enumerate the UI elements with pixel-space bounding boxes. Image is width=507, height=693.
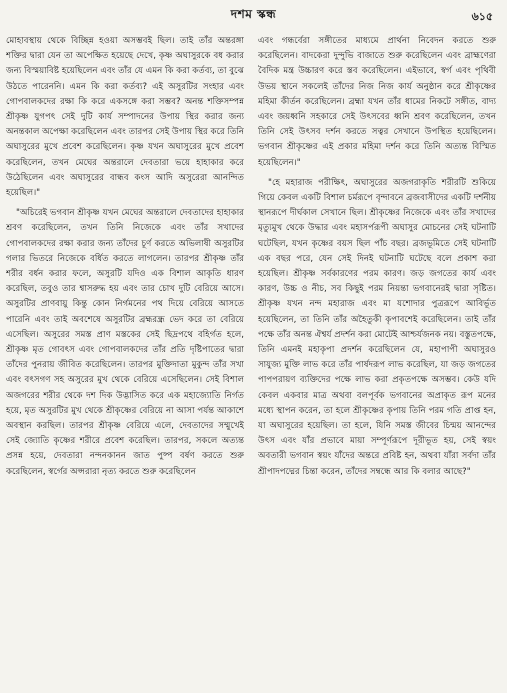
- chapter-title: দশম স্কন্ধ: [230, 7, 277, 21]
- left-column: [6, 34, 244, 686]
- right-column: [258, 34, 496, 686]
- left-paragraph-2: "অচিরেই ভগবান শ্রীকৃষ্ণ যখন মেঘের অন্তরালে দেবতাদের হাহাকার শ্রবণ করেছিলেন, তখন তিনি নিজেকে এবং তাঁর সখাদের গোপবালকদের রক্ষা করার জন্য তাঁদের চূর্ণ করতে অভিলাষী অসুরটির গলার ভিতরে নিজেকে বর্ধিত করতে লাগলেন। তারপর শ্রীকৃষ্ণ তাঁর শরীর বর্ধন করার ফলে, অসুরটি যদিও এক বিশাল আকৃতি ধারণ করেছিল, তবুও তার শ্বাসরুদ্ধ হয় এবং তার চোখ দুটি বেরিয়ে আসে। অসুরটির প্রাণবায়ু কিন্তু কোন নির্গমনের পথ দিয়ে বেরিয়ে আসতে পারেনি এবং তাই অবশেষে অসুরটির ব্রহ্মরন্ধ্র ভেদ করে তা বেরিয়ে এসেছিল। অসুরের সমস্ত প্রাণ মস্তকের সেই ছিদ্রপথে বহির্গত হলে, শ্রীকৃষ্ণ মৃত গোবৎস এবং গোপবালকদের তাঁর প্রতি দৃষ্টিপাতের দ্বারা তাঁদের পুনরায় জীবিত করেছিলেন। তারপর মুক্তিদাতা মুকুন্দ তাঁর সখা এবং বৎসগণ সহ অসুরের মুখ থেকে বেরিয়ে এসেছিলেন। সেই বিশাল অজগরের শরীর থেকে দশ দিক উদ্ভাসিত করে এক মহাজ্যোতি নির্গত হয়ে, মৃত অসুরটির মুখ থেকে শ্রীকৃষ্ণের বেরিয়ে না আসা পর্যন্ত আকাশে অবস্থান করছিল। তারপর শ্রীকৃষ্ণ বেরিয়ে এলে, দেবতাদের সম্মুখেই সেই জ্যোতি কৃষ্ণের শরীরে প্রবেশ করেছিল। তারপর, সকলে অত্যন্ত প্রসন্ন হয়ে, দেবতারা নন্দনকানন জাত পুষ্প বর্ষণ করতে শুরু করেছিলেন, স্বর্গের অপ্সরারা নৃত্য করতে শুরু করেছিলেন: [6, 208, 244, 477]
- page-header: [0, 6, 507, 28]
- page-number: ৬১৫: [471, 10, 493, 23]
- right-paragraph-1: এবং গন্ধর্বেরা সঙ্গীতের মাধ্যমে প্রার্থনা নিবেদন করতে শুরু করেছিলেন। বাদকেরা দুন্দুভি বাজাতে শুরু করেছিলেন এবং ব্রাহ্মণেরা বৈদিক মন্ত্র উচ্চারণ করে স্তব করেছিলেন। এইভাবে, স্বর্গ এবং পৃথিবী উভয় স্থানে সকলেই তাঁদের নিজ নিজ কার্য অনুষ্ঠান করে শ্রীকৃষ্ণের মহিমা কীর্তন করেছিলেন। ব্রহ্মা যখন তাঁর ধামের নিকটে সঙ্গীত, বাদ্য এবং জয়ধ্বনি সহকারে সেই উৎসবের ধ্বনি শ্রবণ করেছিলেন, তখন তিনি সেই উৎসব দর্শন করতে সত্বর সেখানে উপস্থিত হয়েছিলেন। ভগবান শ্রীকৃষ্ণের এই প্রকার মহিমা দর্শন করে তিনি অত্যন্ত বিস্মিত হয়েছিলেন।": [258, 36, 496, 168]
- right-paragraph-2: "হে মহারাজ পরীক্ষিৎ, অঘাসুরের অজগরাকৃতি শরীরটি শুকিয়ে গিয়ে কেবল একটি বিশাল চর্মরূপে বৃন্দাবনে ব্রজবাসীদের একটি দর্শনীয় স্থানরূপে দীর্ঘকাল সেখানে ছিল। শ্রীকৃষ্ণের নিজেকে এবং তাঁর সখাদের মৃত্যুমুখ থেকে উদ্ধার এবং মহাসর্পরূপী অঘাসুর মোচনের সেই ঘটনাটি ঘটেছিল, যখন কৃষ্ণের বয়স ছিল পাঁচ বছর। ব্রজভূমিতে সেই ঘটনাটি এক বছর পরে, যেন সেই দিনই ঘটনাটি ঘটেছে বলে প্রকাশ করা হয়েছিল। শ্রীকৃষ্ণ সর্বকারণের পরম কারণ। জড় জগতের কার্য এবং কারণ, উচ্চ ও নীচ, সব কিছুই পরম নিয়ন্তা ভগবানেরই দ্বারা সৃষ্টিত। শ্রীকৃষ্ণ যখন নন্দ মহারাজ এবং মা যশোদার পুত্ররূপে আবির্ভূত হয়েছিলেন, তা তিনি তাঁর অহৈতুকী কৃপাবশেই করেছিলেন। তাই তাঁর পক্ষে তাঁর অনন্ত ঐশ্বর্য প্রদর্শন করা মোটেই আশ্চর্যজনক নয়। বস্তুতপক্ষে, তিনি এমনই মহাকৃপা প্রদর্শন করেছিলেন যে, মহাপাপী অঘাসুরও সাযুজ্য মুক্তি লাভ করে তাঁর পার্ষদরূপ লাভ করেছিল, যা জড় জগতের পাপপরায়ণ ব্যক্তিদের পক্ষে লাভ করা প্রকৃতপক্ষে অসম্ভব। কেউ যদি কেবল একবার মাত্র অথবা বলপূর্বক ভগবানের অপ্রাকৃত রূপ মনের মধ্যে স্থাপন করেন, তা হলে শ্রীকৃষ্ণের কৃপায় তিনি পরম গতি প্রাপ্ত হন, যা অঘাসুরের হয়েছিল। তা হলে, যিনি সমস্ত জীবের চিন্ময় আনন্দের উৎস এবং যাঁর প্রভাবে মায়া সম্পূর্ণরূপে দূরীভূত হয়, সেই স্বয়ং অবতারী ভগবান স্বয়ং যাঁদের অন্তরে প্রবিষ্ট হন, অথবা যাঁরা সর্বদা তাঁর শ্রীপাদপদ্মের চিন্তা করেন, তাঁদের সম্বন্ধে আর কি বলার আছে?": [258, 177, 496, 477]
- left-paragraph-1: মোহাবস্থায় থেকে বিচ্ছিন্ন হওয়া অসম্ভবই ছিল। তাই তাঁর অন্তরঙ্গা শক্তির দ্বারা যেন তা অপেক্ষিত হয়েছে দেখে, কৃষ্ণ অঘাসুরকে বধ করার জন্য বিস্ময়াবিষ্ট হয়েছিলেন এবং তাঁর যে এমন কি করা কর্তব্য, তা বুঝে উঠতে পারেননি। এমন কি করা কর্তব্য? এই অসুরটির সংহার এবং গোপবালকদের রক্ষা কি করে একসঙ্গে করা সম্ভব? অনন্ত শক্তিসম্পন্ন শ্রীকৃষ্ণ যুগপৎ সেই দুটি কার্য সম্পাদনের উপায় স্থির করার জন্য অনন্তকাল অপেক্ষা করেছিলেন এবং তারপর সেই উপায় স্থির করে তিনি অঘাসুরের মুখে প্রবেশ করেছিলেন। কৃষ্ণ যখন অঘাসুরের মুখে প্রবেশ করেছিলেন, তখন মেঘের অন্তরালে দেবতারা ভয়ে হাহাকার করে উঠেছিলেন এবং অঘাসুরের বান্ধব কংস আদি অসুরেরা আনন্দিত হয়েছিল।": [6, 36, 244, 199]
